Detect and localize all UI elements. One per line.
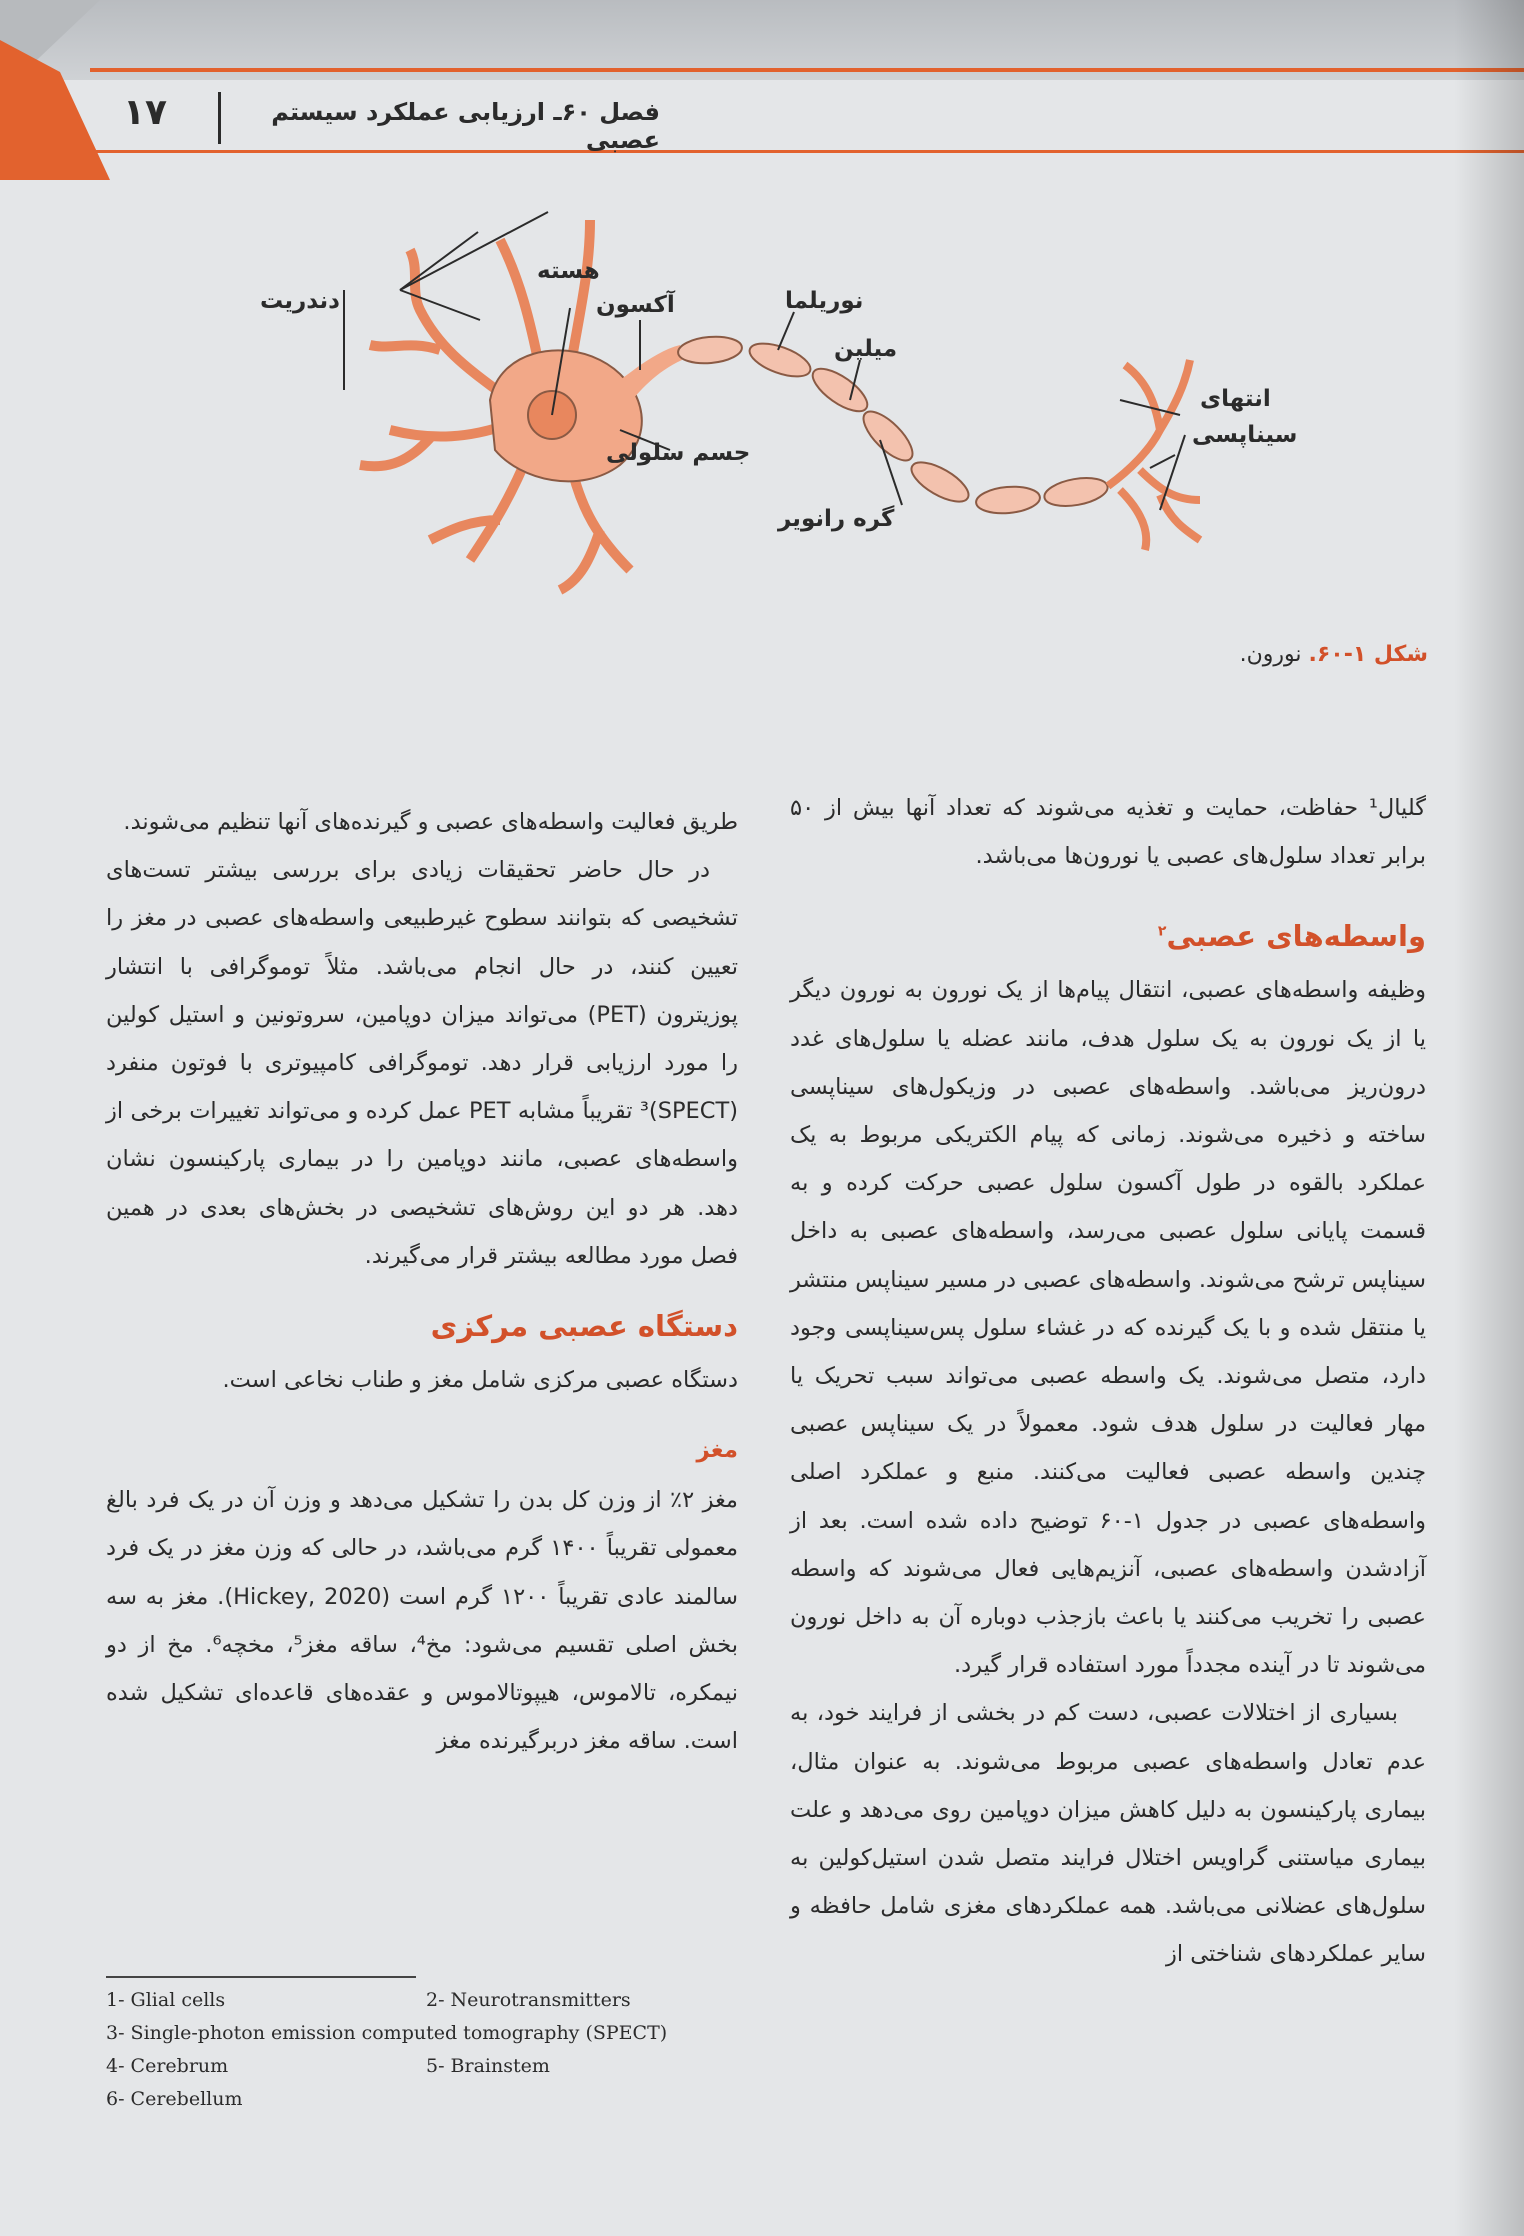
footnote-row xyxy=(106,2050,786,2083)
figure-caption xyxy=(1240,642,1428,667)
caption-number: شکل ۱-۶۰. xyxy=(1308,642,1428,667)
footnote-2: 2- Neurotransmitters xyxy=(426,1989,631,2011)
page-edge-shadow xyxy=(1454,0,1524,2236)
footnotes xyxy=(106,1984,786,2116)
neurotransmitters-paragraph-1: وظیفه واسطه‌های عصبی، انتقال پیام‌ها از یک نورون به نورون دیگر یا از یک نورون به یک سلول هدف، مانند عضله یا سلول‌های غدد درون‌ریز می‌باشد. واسطه‌های عصبی در وزیکول‌های سیناپسی ساخته و ذخیره می‌شوند. زمانی که پیام الکتریکی مربوط به یک عملکرد بالقوه در طول آکسون سلول عصبی حرکت کرده و به قسمت پایانی سلول عصبی می‌رسد، واسطه‌های عصبی به داخل سیناپس ترشح می‌شوند. واسطه‌های عصبی در مسیر سیناپس منتشر یا منتقل شده و با یک گیرنده که در غشاء سلول پس‌سیناپسی وجود دارد، متصل می‌شوند. یک واسطه عصبی می‌تواند سبب تحریک یا مهار فعالیت در سلول هدف شود. معمولاً در یک سیناپس عصبی چندین واسطه عصبی فعالیت می‌کنند. منبع و عملکرد اصلی واسطه‌های عصبی در جدول ۱-۶۰ توضیح داده شده است. بعد از آزادشدن واسطه‌های عصبی، آنزیم‌هایی فعال می‌شوند که واسطه عصبی را تخریب می‌کنند یا باعث بازجذب دوباره آن به داخل نورون می‌شوند تا در آینده مجدداً مورد استفاده قرار گیرد. xyxy=(790,977,1427,1679)
footnote-3: 3- Single-photon emission computed tomography (SPECT) xyxy=(106,2022,668,2044)
label-ranvier-node: گره رانویر xyxy=(778,506,895,532)
heading-cns: دستگاه عصبی مرکزی xyxy=(430,1309,738,1344)
right-column xyxy=(790,784,1426,1979)
header-rule-top xyxy=(90,68,1524,72)
research-paragraph: در حال حاضر تحقیقات زیادی برای بررسی بیشتر تست‌های تشخیصی که بتوانند سطوح غیرطبیعی واسطه‌های عصبی در مغز را تعیین کنند، در حال انجام می‌باشد. مثلاً توموگرافی با انتشار پوزیترون (PET) می‌تواند میزان دوپامین، سروتونین و استیل کولین را مورد ارزیابی قرار دهد. توموگرافی کامپیوتری با فوتون منفرد (SPECT)³ تقریباً مشابه PET عمل کرده و می‌تواند تغییرات برخی از واسطه‌های عصبی، مانند دوپامین را در بیماری پارکینسون نشان دهد. هر دو این روش‌های تشخیصی در بخش‌های بعدی در همین فصل مورد مطالعه بیشتر قرار می‌گیرند. xyxy=(106,857,738,1269)
label-synaptic-terminal-line2: سیناپسی xyxy=(1192,422,1298,448)
brain-paragraph: مغز ۲٪ از وزن کل بدن را تشکیل می‌دهد و وزن آن در یک فرد بالغ معمولی تقریباً ۱۴۰۰ گرم می‌باشد، در حالی که وزن مغز در یک فرد سالمند عادی تقریباً ۱۲۰۰ گرم است (Hickey, 2020). مغز به سه بخش اصلی تقسیم می‌شود: مخ⁴، ساقه مغز⁵، مخچه⁶. مخ از دو نیمکره، تالاموس، هیپوتالاموس و عقده‌های قاعده‌ای تشکیل شده است. ساقه مغز دربرگیرنده مغز xyxy=(106,1487,739,1755)
chapter-title: فصل ۶۰ـ ارزیابی عملکرد سیستم عصبی xyxy=(271,98,660,154)
cns-paragraph: دستگاه عصبی مرکزی شامل مغز و طناب نخاعی است. xyxy=(222,1367,738,1394)
heading-neurotransmitters-text: واسطه‌های عصبی xyxy=(1166,919,1426,954)
label-synaptic-terminal-line1: انتهای xyxy=(1200,386,1271,412)
label-axon: آکسون xyxy=(596,292,675,318)
footnote-5: 5- Brainstem xyxy=(426,2055,550,2077)
label-cell-body: جسم سلولی xyxy=(606,440,751,466)
footnote-4: 4- Cerebrum xyxy=(106,2055,229,2077)
subheading-brain: مغز xyxy=(696,1437,738,1464)
intro-paragraph: گلیال¹ حفاظت، حمایت و تغذیه می‌شوند که تعداد آنها بیش از ۵۰ برابر تعداد سلول‌های عصبی یا نورون‌ها می‌باشد. xyxy=(790,795,1426,870)
continuation-paragraph: طریق فعالیت واسطه‌های عصبی و گیرنده‌های آنها تنظیم می‌شوند. xyxy=(123,809,738,835)
label-neurilemma: نوریلما xyxy=(785,288,864,314)
label-dendrite: دندریت xyxy=(260,288,340,314)
neuron-illustration xyxy=(240,200,1300,630)
left-column xyxy=(106,798,738,1765)
footnote-rule xyxy=(106,1976,416,1978)
header-corner-decoration xyxy=(0,0,180,180)
caption-text: نورون. xyxy=(1239,642,1302,667)
page-number: ۱۷ xyxy=(123,92,167,133)
label-myelin: میلین xyxy=(834,336,898,362)
header-separator xyxy=(218,92,221,144)
footnote-6: 6- Cerebellum xyxy=(106,2088,243,2110)
footnote-1: 1- Glial cells xyxy=(106,1989,226,2011)
heading-footnote-mark: ۲ xyxy=(1157,923,1167,940)
label-nucleus: هسته xyxy=(537,258,600,284)
heading-neurotransmitters xyxy=(790,906,1426,966)
neurotransmitters-paragraph-2: بسیاری از اختلالات عصبی، دست کم در بخشی از فرایند خود، به عدم تعادل واسطه‌های عصبی مربوط می‌شوند. به عنوان مثال، بیماری پارکینسون به دلیل کاهش میزان دوپامین روی می‌دهد و علت بیماری میاستنی گراویس اختلال فرایند متصل شدن استیل‌کولین به سلول‌های عضلانی می‌باشد. همه عملکردهای مغزی شامل حافظه و سایر عملکردهای شناختی از xyxy=(790,1700,1426,1968)
neuron-figure xyxy=(240,200,1300,630)
footnote-row xyxy=(106,1984,786,2017)
